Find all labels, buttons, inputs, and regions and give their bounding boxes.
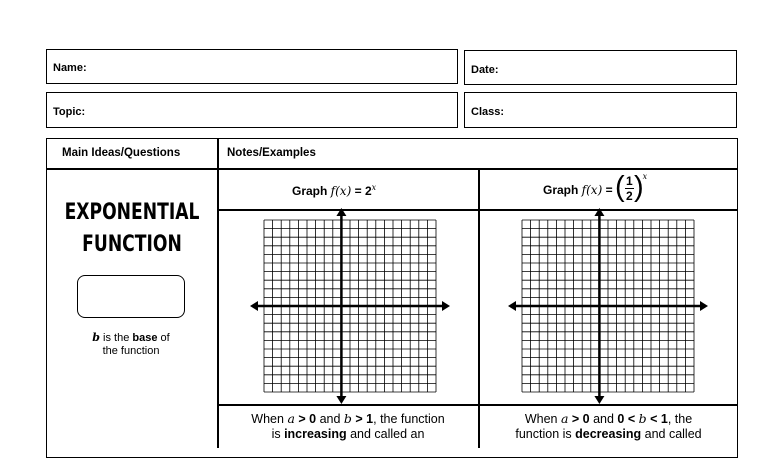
- note2-function-is: function is: [515, 427, 576, 441]
- note2-when: When: [524, 412, 561, 426]
- graph1-arg: (x): [335, 184, 352, 198]
- note2-b-lower: 0 <: [617, 412, 639, 426]
- name-label: Name:: [53, 62, 87, 74]
- base-text1: is the: [99, 332, 133, 344]
- base-word: base: [132, 332, 158, 344]
- formula-answer-box[interactable]: [77, 275, 185, 318]
- topic-label: Topic:: [53, 106, 86, 118]
- graph2-denominator: 2: [625, 189, 633, 203]
- note1-a: a: [287, 411, 295, 426]
- note1-a-cond: > 0: [294, 412, 317, 426]
- note1-b: b: [343, 411, 352, 426]
- note2-a-cond: > 0: [568, 412, 590, 426]
- base-text2: of: [157, 332, 170, 344]
- graph1-eq: = 2: [351, 184, 372, 198]
- graph1-title: [292, 183, 376, 198]
- date-label: Date:: [471, 64, 499, 76]
- base-note: [56, 331, 206, 358]
- class-field[interactable]: [464, 92, 737, 128]
- main-ideas-header: Main Ideas/Questions: [62, 147, 181, 159]
- note1-increasing: increasing: [284, 427, 347, 441]
- note1-called: and called an: [346, 427, 425, 441]
- note2-decreasing: decreasing: [575, 427, 642, 441]
- name-field[interactable]: [46, 49, 458, 84]
- note2-called: and called: [641, 427, 702, 441]
- graph1-f: f: [330, 184, 336, 198]
- notes-examples-header: Notes/Examples: [227, 147, 316, 159]
- title-line1: EXPONENTIAL: [64, 200, 200, 225]
- arrowhead-right-icon: [442, 301, 450, 311]
- arrowhead-down-icon: [336, 396, 346, 404]
- graph2-grid[interactable]: [508, 212, 708, 412]
- column-divider: [217, 138, 219, 448]
- graph1-grid[interactable]: [250, 212, 450, 412]
- note1-when: When: [251, 412, 288, 426]
- class-label: Class:: [471, 106, 505, 118]
- graph2-arg: (x): [586, 183, 603, 197]
- graph1-exponent: x: [371, 183, 377, 192]
- note1-and: and: [316, 412, 344, 426]
- note1-b-cond: > 1: [351, 412, 374, 426]
- base-line2: the function: [102, 345, 160, 357]
- graph-divider: [478, 168, 480, 448]
- date-field[interactable]: [464, 50, 737, 85]
- graph1-prefix: Graph: [292, 184, 331, 198]
- title-line2: FUNCTION: [82, 232, 182, 257]
- note2-b: b: [638, 411, 647, 426]
- note2: [479, 411, 738, 442]
- base-variable: b: [92, 331, 100, 344]
- graph2-fraction: ( $\frac{1}{2}$ ): [614, 171, 644, 203]
- note1-is: is: [271, 427, 285, 441]
- note2-b-upper: < 1: [646, 412, 668, 426]
- graph2-numerator: 1: [625, 174, 633, 188]
- graph2-title: [543, 171, 648, 208]
- topic-field[interactable]: [46, 92, 458, 128]
- note1: [218, 411, 478, 442]
- graph2-f: f: [581, 183, 587, 197]
- note1-function: , the function: [373, 412, 445, 426]
- arrowhead-left-icon: [508, 301, 516, 311]
- arrowhead-right-icon: [700, 301, 708, 311]
- table-header-divider: [46, 168, 738, 170]
- arrowhead-left-icon: [250, 301, 258, 311]
- note2-and: and: [589, 412, 618, 426]
- graph2-eq: =: [602, 183, 616, 197]
- arrowhead-down-icon: [594, 396, 604, 404]
- note2-a: a: [560, 411, 569, 426]
- note2-the: , the: [667, 412, 693, 426]
- graph2-prefix: Graph: [543, 183, 582, 197]
- graph2-exponent: x: [642, 172, 648, 181]
